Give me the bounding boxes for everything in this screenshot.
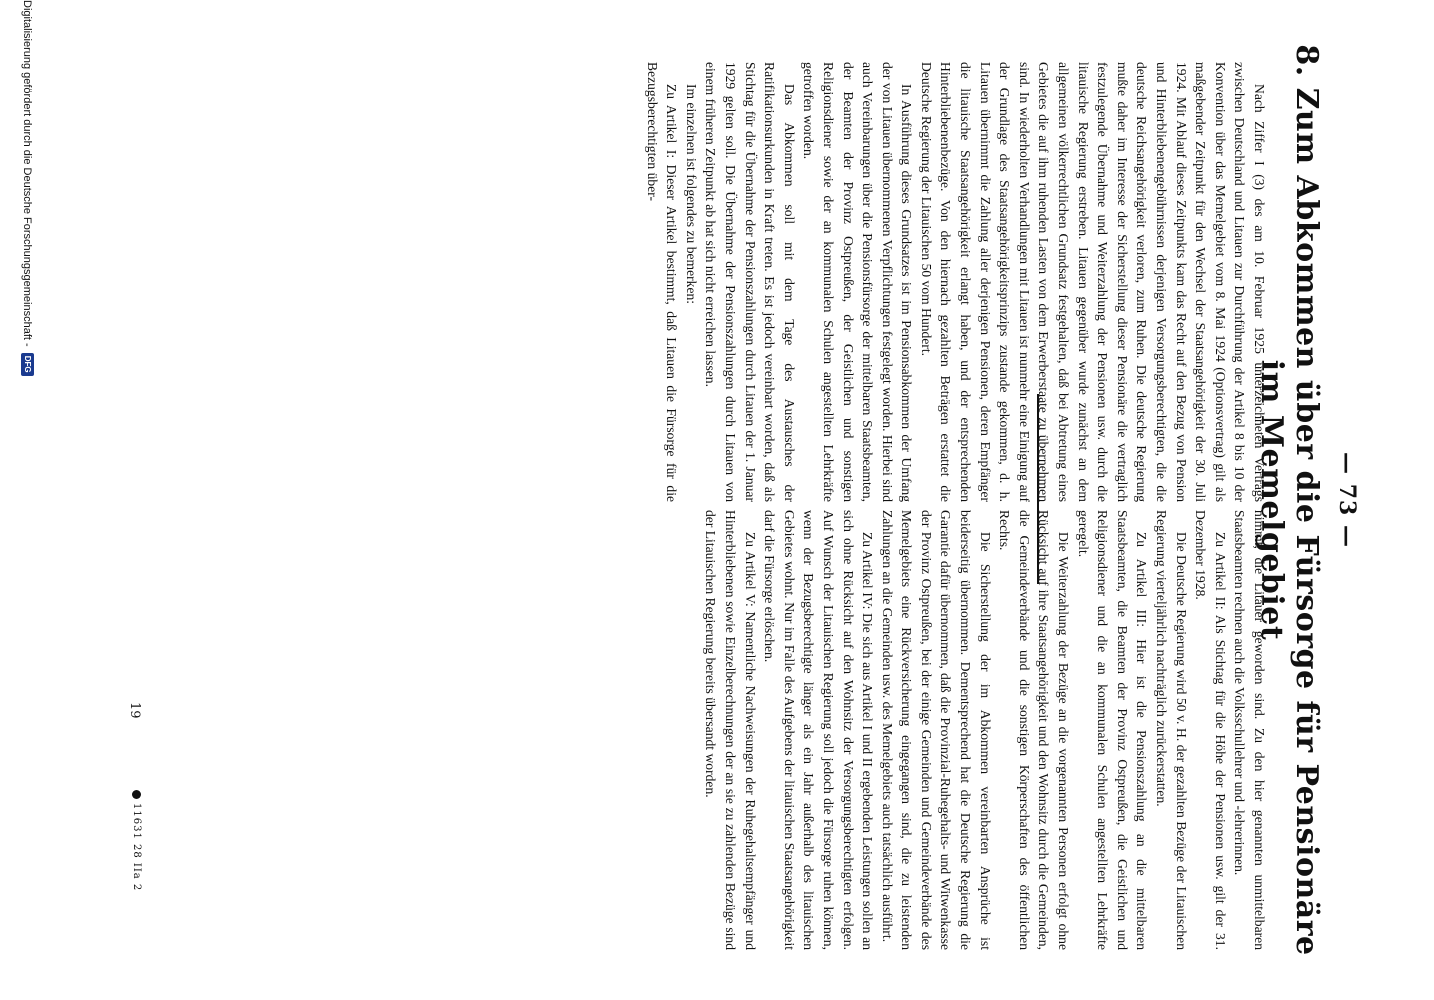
section-title: 8. Zum Abkommen über die Fürsorge für Pensionäre im Memelgebiet bbox=[1254, 44, 1324, 956]
paragraph: Zu Artikel IV: Die sich aus Artikel I und II ergebenden Leistungen sollen an sich ohne Rücksicht auf den Wohnsitz der Versorgungsberechtigten erfolgen. Auf Wunsch der Litauischen Regierung soll jedoch die Fürsorge ruhen können, wenn der Bezugsberechtigte länger als ein Jahr außerhalb des litauischen Gebietes wohnt. Nur im Falle des Aufgebens der litauischen Staatsangehörigkeit darf die Fürsorge erlöschen. bbox=[762, 510, 876, 950]
sheet-number: 19 bbox=[127, 702, 142, 719]
printer-mark-icon bbox=[132, 790, 141, 799]
paragraph: Die Deutsche Regierung wird 50 v. H. der gezahlten Bezüge der Litauischen Regierung vierteljährlich nachträglich zurückerstatten. bbox=[1154, 510, 1189, 950]
paragraph: Nach Ziffer I (3) des am 10. Februar 1925 unterzeichneten Vertrags zwischen Deutschland und Litauen zur Durchführung der Artikel 8 bis 10 der Konvention über das Memelgebiet vom 8. Mai 1924 (Optionsvertrag) gilt als maßgebender Zeitpunkt für den Wechsel der Staatsangehörigkeit der 30. Juli 1924. Mit Ablauf dieses Zeitpunkts kam das Recht auf den Bezug von Pension und Hinterbliebenengebührnissen derjenigen Versorgungsberechtigten, die die deutsche Reichsangehörigkeit verloren, zum Ruhen. Die deutsche Regierung mußte daher im Interesse der Sicherstellung dieser Pensionäre die vertraglich festzulegende Übernahme und Weiterzahlung der Pensionen usw. durch die litauische Regierung erstreben. Litauen gegenüber wurde zunächst an dem allgemeinen völkerrechtlichen Grundsatz festgehalten, daß bei Abtretung eines Gebietes die auf ihm ruhenden Lasten von dem Erwerberstaate zu übernehmen sind. In wiederholten Verhandlungen mit Litauen ist nunmehr eine Einigung auf der Grundlage des Staatsangehörigkeitsprinzips zustande gekommen, d. h. Litauen übernimmt die Zahlung aller derjenigen Pensionen, deren Empfänger die litauische Staatsangehörigkeit erlangt haben, und der entsprechenden Hinterbliebenenbezüge. Von den hiernach gezahlten Beträgen erstattet die Deutsche Regierung der Litauischen 50 vom Hundert. bbox=[918, 62, 1267, 502]
paragraph: Im einzelnen ist folgendes zu bemerken: bbox=[683, 84, 699, 305]
dfg-logo-icon: DFG bbox=[21, 353, 34, 376]
paragraph: Zu Artikel V: Namentliche Nachweisungen der Ruhegehaltsempfänger und Hinterbliebenen sowie Einzelberechnungen der an sie zu zahlenden Bezüge sind der Litauischen Regierung bereits übersandt worden. bbox=[703, 510, 758, 950]
paragraph: In Ausführung dieses Grundsatzes ist im Pensionsabkommen der Umfang der von Litauen übernommenen Verpflichtungen festgelegt worden. Hierbei sind auch Vereinbarungen über die Pensionsfürsorge der mittelbaren Staatsbeamten, der Beamten der Provinz Ostpreußen, der Geistlichen und sonstigen Religionsdiener sowie der an kommunalen Schulen angestellten Lehrkräfte getroffen worden. bbox=[801, 62, 915, 502]
paragraph: Zu Artikel II: Als Stichtag für die Höhe der Pensionen usw. gilt der 31. Dezember 1928. bbox=[1193, 510, 1228, 950]
paragraph: Die Sicherstellung der im Abkommen vereinbarten Ansprüche ist beiderseitig übernommen. Dementsprechend hat die Deutsche Regierung die Garantie dafür übernommen, daß die Provinzial-Ruhegehalts- und Witwenkasse der Provinz Ostpreußen, bei der einige Gemeinden und Gemeindeverbände des Memelgebiets eine Rückversicherung eingegangen sind, die zu leistenden Zahlungen an die Gemeinden usw. des Memelgebiets auch tatsächlich ausführt. bbox=[879, 510, 993, 950]
paragraph: nimmt, die Litauer geworden sind. Zu den hier genannten unmittelbaren Staatsbeamten rechnen auch die Volksschullehrer und -lehrerinnen. bbox=[1232, 510, 1267, 950]
left-column bbox=[642, 62, 1269, 502]
print-code bbox=[131, 790, 142, 891]
paragraph: Zu Artikel III: Hier ist die Pensionszahlung an die mittelbaren Staatsbeamten, die Beamten der Provinz Ostpreußen, die Geistlichen und Religionsdiener und die an kommunalen Schulen angestellten Lehrkräfte geregelt. bbox=[1075, 510, 1150, 950]
paragraph: Die Weiterzahlung der Bezüge an die vorgenannten Personen erfolgt ohne Rücksicht auf ihre Staatsangehörigkeit und den Wohnsitz durch die Gemeinden, die Gemeindeverbände und die sonstigen Körperschaften des öffentlichen Rechts. bbox=[997, 510, 1072, 950]
page-number: — 73 — bbox=[1334, 452, 1360, 548]
print-code-text: 11631 28 IIa 2 bbox=[131, 803, 142, 892]
section-end-rule bbox=[1037, 394, 1039, 584]
paragraph: Das Abkommen soll mit dem Tage des Austausches der Ratifikationsurkunden in Kraft treten. Es ist jedoch vereinbart worden, daß als Stichtag für die Übernahme der Pensionszahlungen durch Litauen der 1. Januar 1929 gelten soll. Die Übernahme der Pensionszahlungen durch Litauen von einem früheren Zeitpunkt ab hat sich nicht erreichen lassen. bbox=[703, 62, 797, 502]
digitization-note bbox=[21, 0, 34, 1000]
paragraph: Zu Artikel I: Dieser Artikel bestimmt, daß Litauen die Fürsorge für die Bezugsberechtigten über- bbox=[644, 62, 680, 502]
right-column bbox=[701, 510, 1269, 950]
digitization-text: Digitalisierung gefördert durch die Deutsche Forschungsgemeinschaft - bbox=[21, 0, 34, 347]
